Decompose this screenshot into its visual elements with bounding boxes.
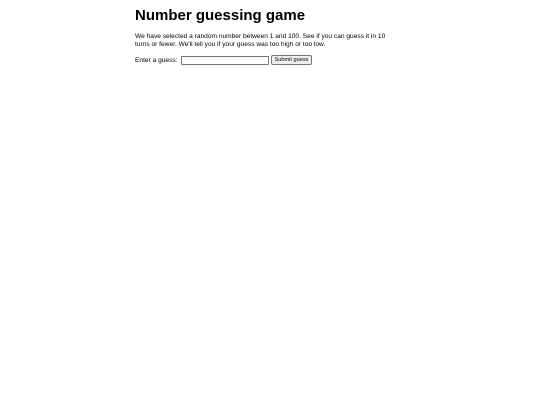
- guess-label: Enter a guess:: [135, 56, 178, 64]
- guess-input[interactable]: [181, 56, 269, 65]
- guess-form: [135, 55, 312, 65]
- page-title: Number guessing game: [135, 7, 306, 24]
- submit-guess-button[interactable]: Submit guess: [271, 55, 313, 65]
- intro-text: We have selected a random number between 1 and 100. See if you can guess it in 10 turns or fewer. We'll tell you if your guess was too high or too low.: [135, 33, 386, 49]
